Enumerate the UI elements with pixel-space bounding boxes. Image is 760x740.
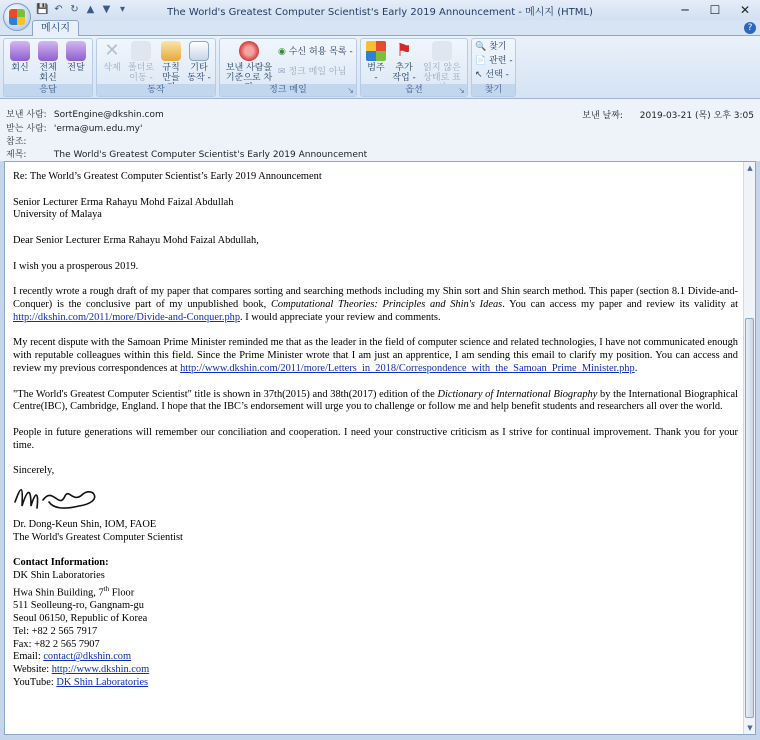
group-label-find: 찾기	[472, 84, 515, 96]
office-logo-icon	[9, 9, 25, 25]
wish-paragraph: I wish you a prosperous 2019.	[13, 260, 139, 272]
scroll-thumb[interactable]	[745, 318, 754, 718]
window-title: The World's Greatest Computer Scientist's Early 2019 Announcement - 메시지 (HTML)	[167, 7, 593, 18]
to-label: 받는 사람:	[6, 124, 47, 134]
cc-label: 참조:	[6, 137, 27, 147]
paragraph-future: People in future generations will remember our conciliation and cooperation. I need your constructive criticism as I strive for continual improvement. Thank you for your time.	[13, 426, 738, 451]
ribbon	[0, 36, 760, 99]
group-label-options: 옵션	[361, 84, 467, 96]
contact-fax: Fax: +82 2 565 7907	[13, 638, 100, 650]
reply-button[interactable]: 회신	[8, 41, 32, 73]
delete-button[interactable]: ✕ 삭제	[103, 40, 121, 73]
contact-address-2: 511 Seolleung-ro, Gangnam-gu	[13, 600, 144, 612]
contact-heading: Contact Information:	[13, 557, 109, 569]
forward-button[interactable]: 전달	[64, 41, 88, 73]
subject-label: 제목:	[6, 150, 27, 160]
group-junk	[219, 38, 357, 97]
find-button[interactable]: 🔍 찾기	[475, 42, 507, 52]
message-body-pane[interactable]	[4, 161, 756, 735]
paragraph-paper: I recently wrote a rough draft of my paper that compares sorting and searching methods including my Shin sort and Shin search method. This paper (section 8.1 Divide-and-Conquer) is the conclusive part of my unpublished book, Computational Theories: Principles and Shin's Ideas. You can access my paper and review its validity at http://dkshin.com/2011/more/Divide-and-Conquer.php. I would appreciate your review and comments.	[13, 286, 738, 323]
group-actions	[96, 38, 216, 97]
greeting: Dear Senior Lecturer Erma Rahayu Mohd Faizal Abdullah,	[13, 234, 259, 246]
youtube-link[interactable]: DK Shin Laboratories	[56, 676, 149, 688]
tab-message[interactable]: 메시지	[32, 20, 79, 37]
recipient-org: University of Malaya	[13, 209, 102, 221]
contact-org: DK Shin Laboratories	[13, 570, 105, 582]
create-rule-button[interactable]: 규칙 만들	[158, 41, 184, 93]
group-label-actions: 동작	[97, 84, 215, 96]
minimize-button[interactable]: ─	[681, 3, 689, 17]
paragraph-dispute: My recent dispute with the Samoan Prime Minister reminded me that as the leader in the field of computer science and related technologies, I have not communicated enough with reputable colleagues within this field. Since the Prime Minister wrote that I am just an apprentice, I am sending this email to clarify my position. You can access and review my previous correspondences at http://www.dkshin.com/2011/more/Letters_in_2018/Correspondence_with_the_Samoan_Prime_Minister.php.	[13, 337, 738, 374]
block-sender-button[interactable]: 보낸 사람을 기준으로 차	[222, 41, 276, 93]
scroll-up-icon[interactable]: ▲	[747, 164, 753, 172]
signature-name: Dr. Dong-Keun Shin, IOM, FAOE	[13, 518, 157, 530]
group-label-junk: 정크 메일	[220, 84, 356, 96]
book-title: Computational Theories: Principles and Shin's Ideas	[270, 298, 503, 310]
select-icon: ↖	[475, 70, 483, 80]
other-actions-icon	[189, 41, 209, 61]
subject-value: The World's Greatest Computer Scientist's Early 2019 Announcement	[53, 150, 368, 160]
move-to-folder-button[interactable]: 폴더로 이동 -	[126, 41, 156, 83]
maximize-button[interactable]: ☐	[709, 3, 721, 17]
flag-icon: ⚑	[395, 40, 413, 61]
forward-icon	[66, 41, 86, 61]
closing: Sincerely,	[13, 465, 55, 477]
not-junk-button[interactable]: ✉ 정크 메일 아님	[278, 67, 347, 77]
email-link[interactable]: contact@dkshin.com	[43, 651, 132, 663]
group-label-respond: 응답	[4, 84, 92, 96]
message-header	[0, 99, 760, 161]
scroll-down-icon[interactable]: ▼	[747, 724, 753, 732]
sent-date	[582, 108, 754, 121]
select-button[interactable]: ↖ 선택 -	[475, 70, 509, 80]
rules-icon	[161, 41, 181, 61]
recipient-title: Senior Lecturer Erma Rahayu Mohd Faizal Abdullah	[13, 196, 234, 208]
undo-icon[interactable]: ↶	[54, 4, 63, 15]
paragraph-title: "The World's Greatest Computer Scientist" title is shown in 37th(2015) and 38th(2017) edition of the Dictionary of International Biography by the International Biographical Centre(IBC), Cambridge, England. I hope that the IBC’s endorsement will urge you to challenge or follow me and help benefit students and researchers all over the world.	[13, 388, 739, 413]
recipient-block	[13, 197, 738, 223]
other-actions-button[interactable]: 기타 동작 -	[186, 41, 212, 83]
from-row	[6, 107, 164, 119]
save-icon[interactable]: 💾	[36, 4, 49, 15]
redo-icon[interactable]: ↻	[70, 4, 79, 15]
safe-list-button[interactable]: ◉ 수신 허용 목록 -	[278, 47, 353, 57]
delete-icon: ✕	[104, 40, 120, 61]
close-button[interactable]: ✕	[739, 3, 751, 17]
group-options	[360, 38, 468, 97]
sent-label: 보낸 날짜:	[582, 111, 623, 121]
contact-youtube: YouTube: DK Shin Laboratories	[13, 676, 149, 688]
related-icon: 📄	[475, 56, 487, 66]
reply-icon	[10, 41, 30, 61]
from-value[interactable]: SortEngine@dkshin.com	[53, 110, 164, 120]
dictionary-title: Dictionary of International Biography	[437, 388, 598, 400]
up-arrow-icon[interactable]: ▲	[86, 4, 95, 15]
group-respond	[3, 38, 93, 97]
categorize-button[interactable]: 범주 -	[364, 41, 388, 83]
from-label: 보낸 사람:	[6, 110, 47, 120]
to-value[interactable]: 'erma@um.edu.my'	[53, 124, 143, 134]
contact-website: Website: http://www.dkshin.com	[13, 664, 150, 676]
reply-all-button[interactable]: 전체 회신	[36, 41, 60, 83]
vertical-scrollbar[interactable]	[743, 162, 755, 734]
signature-title: The World's Greatest Computer Scientist	[13, 531, 183, 543]
follow-up-button[interactable]: ⚑ 추가 작업 -	[392, 40, 416, 83]
website-link[interactable]: http://www.dkshin.com	[51, 664, 150, 676]
message-body	[13, 171, 738, 690]
down-arrow-icon[interactable]: ▼	[102, 4, 111, 15]
qat-menu-icon[interactable]: ▾	[119, 4, 126, 15]
office-button[interactable]	[3, 3, 31, 31]
reply-all-icon	[38, 41, 58, 61]
subject-row	[6, 147, 367, 159]
help-icon[interactable]: ?	[744, 22, 756, 34]
block-sender-icon	[239, 41, 259, 61]
cc-row	[6, 134, 51, 146]
re-line: Re: The World’s Greatest Computer Scientist’s Early 2019 Announcement	[13, 171, 322, 182]
paper-link[interactable]: http://dkshin.com/2011/more/Divide-and-Conquer.php	[13, 311, 241, 323]
ribbon-tab-row	[0, 20, 760, 36]
mark-unread-icon	[432, 41, 452, 61]
mark-unread-button[interactable]: 읽지 않은 상태로 표	[419, 41, 465, 93]
related-button[interactable]: 📄 관련 -	[475, 56, 513, 66]
correspondence-link[interactable]: http://www.dkshin.com/2011/more/Letters_in_2018/Correspondence_with_the_Samoan_Prime_Minister.php	[180, 362, 635, 374]
group-find	[471, 38, 516, 97]
find-icon: 🔍	[475, 42, 487, 52]
to-row	[6, 121, 142, 133]
safe-list-icon: ◉	[278, 47, 286, 57]
options-dialog-launcher-icon[interactable]: ↘	[458, 86, 465, 95]
sent-value: 2019-03-21 (목) 오후 3:05	[639, 111, 754, 121]
not-junk-icon: ✉	[278, 67, 286, 77]
folder-icon	[131, 41, 151, 61]
signature-image	[13, 480, 103, 514]
junk-dialog-launcher-icon[interactable]: ↘	[347, 86, 354, 95]
contact-tel: Tel: +82 2 565 7917	[13, 625, 98, 637]
title-bar	[0, 0, 760, 20]
contact-address-1: Hwa Shin Building, 7th Floor	[13, 584, 135, 599]
categorize-icon	[366, 41, 386, 61]
contact-address-3: Seoul 06150, Republic of Korea	[13, 612, 148, 624]
contact-email: Email: contact@dkshin.com	[13, 651, 132, 663]
